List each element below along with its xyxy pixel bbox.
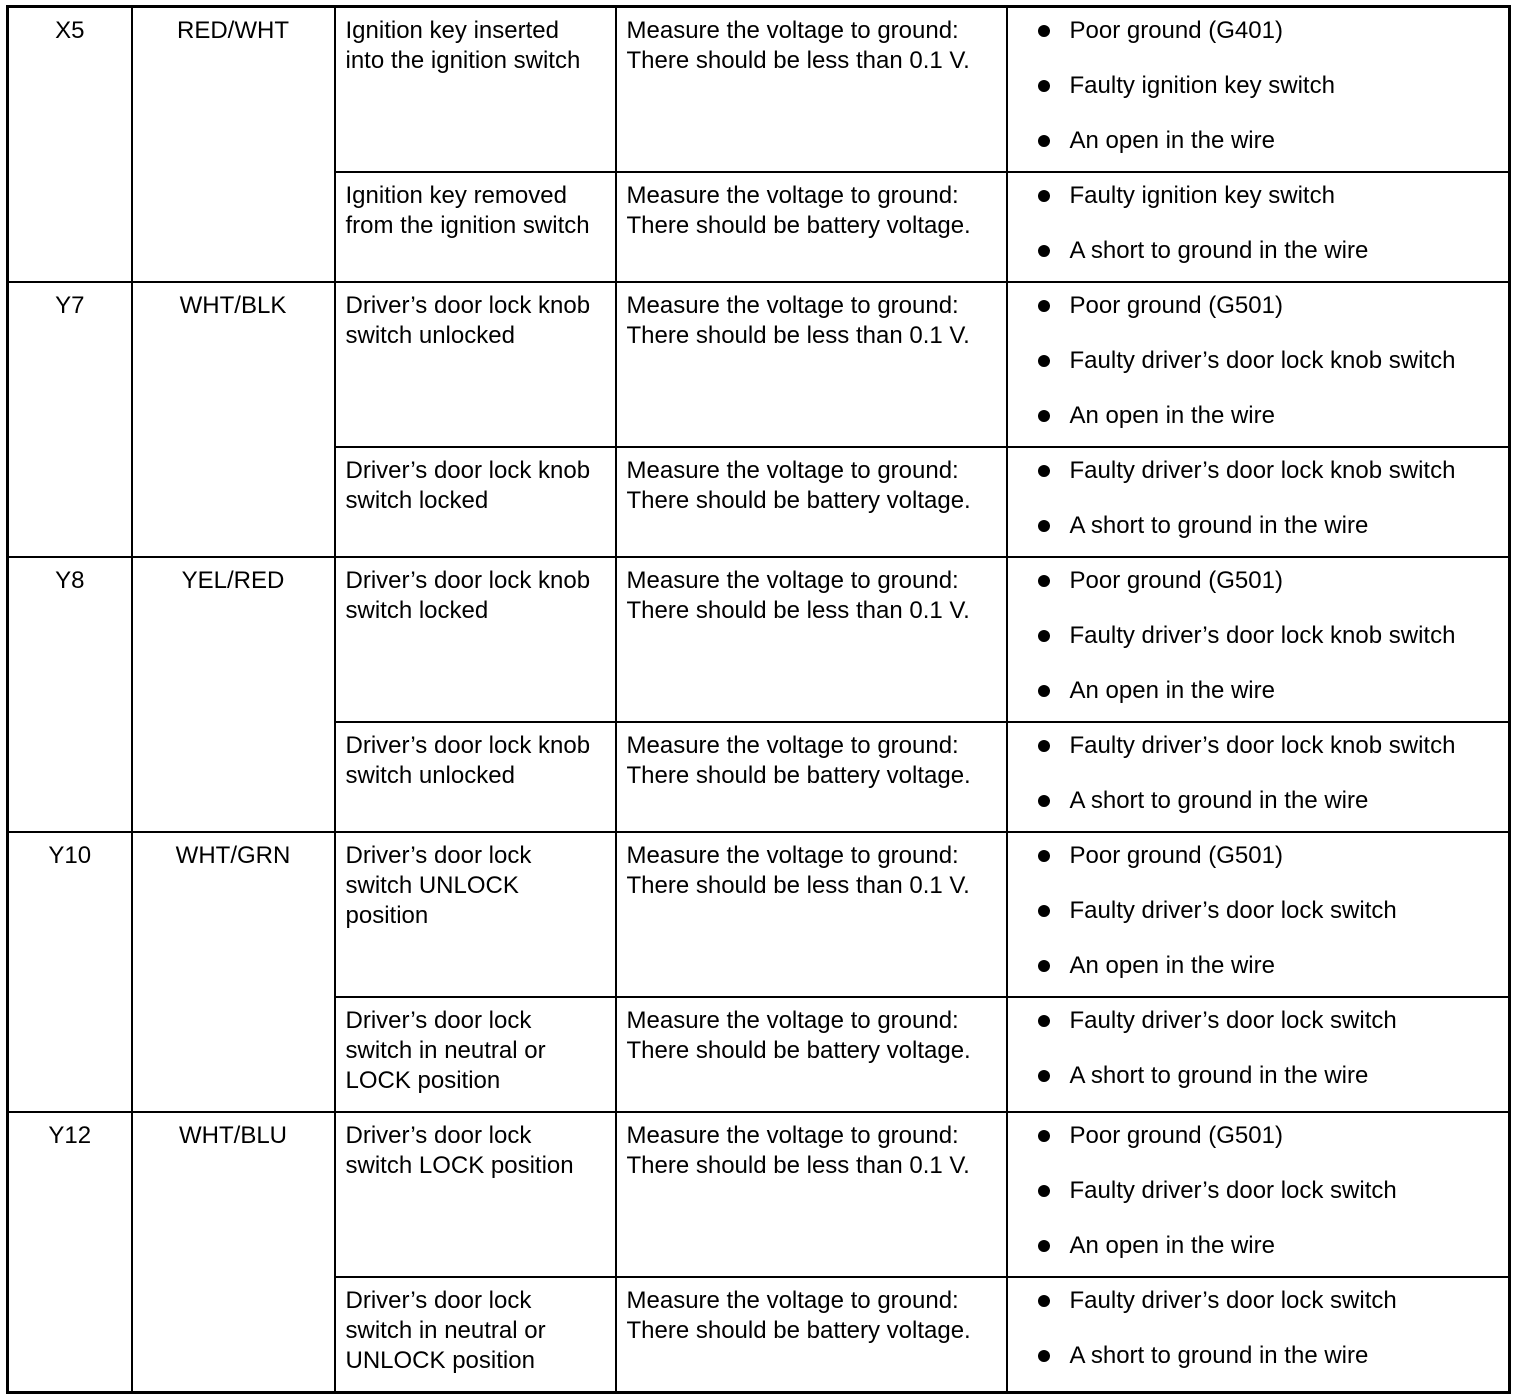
terminal-cell: Y12 [8,1112,132,1393]
possible-causes-cell [1007,282,1510,447]
cause-item: Faulty driver’s door lock knob switch [1018,731,1499,761]
condition-cell: Driver’s door lock knob switch unlocked [335,282,616,447]
test-cell: Measure the voltage to ground: There should be battery voltage. [616,172,1007,282]
possible-causes-cell [1007,1112,1510,1277]
cause-item: Faulty driver’s door lock switch [1018,1286,1499,1316]
table-row [8,1112,1510,1277]
test-cell: Measure the voltage to ground: There should be less than 0.1 V. [616,7,1007,173]
terminal-cell: Y8 [8,557,132,832]
cause-item: Faulty driver’s door lock knob switch [1018,621,1499,651]
wire-color-cell: WHT/BLK [132,282,335,557]
wire-color-cell: RED/WHT [132,7,335,283]
test-cell: Measure the voltage to ground: There should be less than 0.1 V. [616,832,1007,997]
table-row [8,282,1510,447]
wire-color-cell: YEL/RED [132,557,335,832]
possible-causes-cell [1007,7,1510,173]
cause-item: Poor ground (G501) [1018,1121,1499,1151]
condition-cell: Driver’s door lock knob switch locked [335,447,616,557]
condition-cell: Driver’s door lock switch in neutral or LOCK position [335,997,616,1112]
test-cell: Measure the voltage to ground: There should be battery voltage. [616,997,1007,1112]
cause-item: An open in the wire [1018,951,1499,981]
cause-item: Poor ground (G501) [1018,566,1499,596]
wire-color-cell: WHT/GRN [132,832,335,1112]
cause-item: An open in the wire [1018,401,1499,431]
condition-cell: Driver’s door lock knob switch unlocked [335,722,616,832]
cause-item: Faulty ignition key switch [1018,181,1499,211]
condition-cell: Driver’s door lock switch in neutral or UNLOCK position [335,1277,616,1393]
table-row [8,557,1510,722]
cause-item: Poor ground (G501) [1018,841,1499,871]
possible-causes-cell [1007,722,1510,832]
possible-causes-cell [1007,557,1510,722]
test-cell: Measure the voltage to ground: There should be battery voltage. [616,722,1007,832]
cause-item: Faulty driver’s door lock switch [1018,1006,1499,1036]
cause-item: An open in the wire [1018,126,1499,156]
cause-item: Faulty driver’s door lock switch [1018,896,1499,926]
table-row [8,7,1510,173]
test-cell: Measure the voltage to ground: There should be less than 0.1 V. [616,557,1007,722]
test-cell: Measure the voltage to ground: There should be less than 0.1 V. [616,1112,1007,1277]
condition-cell: Ignition key removed from the ignition switch [335,172,616,282]
table-row [8,832,1510,997]
possible-causes-cell [1007,832,1510,997]
terminal-cell: Y7 [8,282,132,557]
test-cell: Measure the voltage to ground: There should be battery voltage. [616,447,1007,557]
cause-item: A short to ground in the wire [1018,1061,1499,1091]
condition-cell: Driver’s door lock knob switch locked [335,557,616,722]
test-cell: Measure the voltage to ground: There should be less than 0.1 V. [616,282,1007,447]
condition-cell: Ignition key inserted into the ignition switch [335,7,616,173]
cause-item: Faulty driver’s door lock knob switch [1018,456,1499,486]
cause-item: A short to ground in the wire [1018,786,1499,816]
possible-causes-cell [1007,447,1510,557]
cause-item: Faulty driver’s door lock knob switch [1018,346,1499,376]
cause-item: Poor ground (G501) [1018,291,1499,321]
terminal-test-table [6,5,1511,1394]
condition-cell: Driver’s door lock switch LOCK position [335,1112,616,1277]
terminal-cell: X5 [8,7,132,283]
cause-item: A short to ground in the wire [1018,1341,1499,1371]
possible-causes-cell [1007,1277,1510,1393]
possible-causes-cell [1007,997,1510,1112]
cause-item: A short to ground in the wire [1018,511,1499,541]
terminal-cell: Y10 [8,832,132,1112]
possible-causes-cell [1007,172,1510,282]
wire-color-cell: WHT/BLU [132,1112,335,1393]
test-cell: Measure the voltage to ground: There should be battery voltage. [616,1277,1007,1393]
cause-item: An open in the wire [1018,676,1499,706]
cause-item: An open in the wire [1018,1231,1499,1261]
condition-cell: Driver’s door lock switch UNLOCK position [335,832,616,997]
cause-item: A short to ground in the wire [1018,236,1499,266]
cause-item: Faulty driver’s door lock switch [1018,1176,1499,1206]
cause-item: Poor ground (G401) [1018,16,1499,46]
cause-item: Faulty ignition key switch [1018,71,1499,101]
